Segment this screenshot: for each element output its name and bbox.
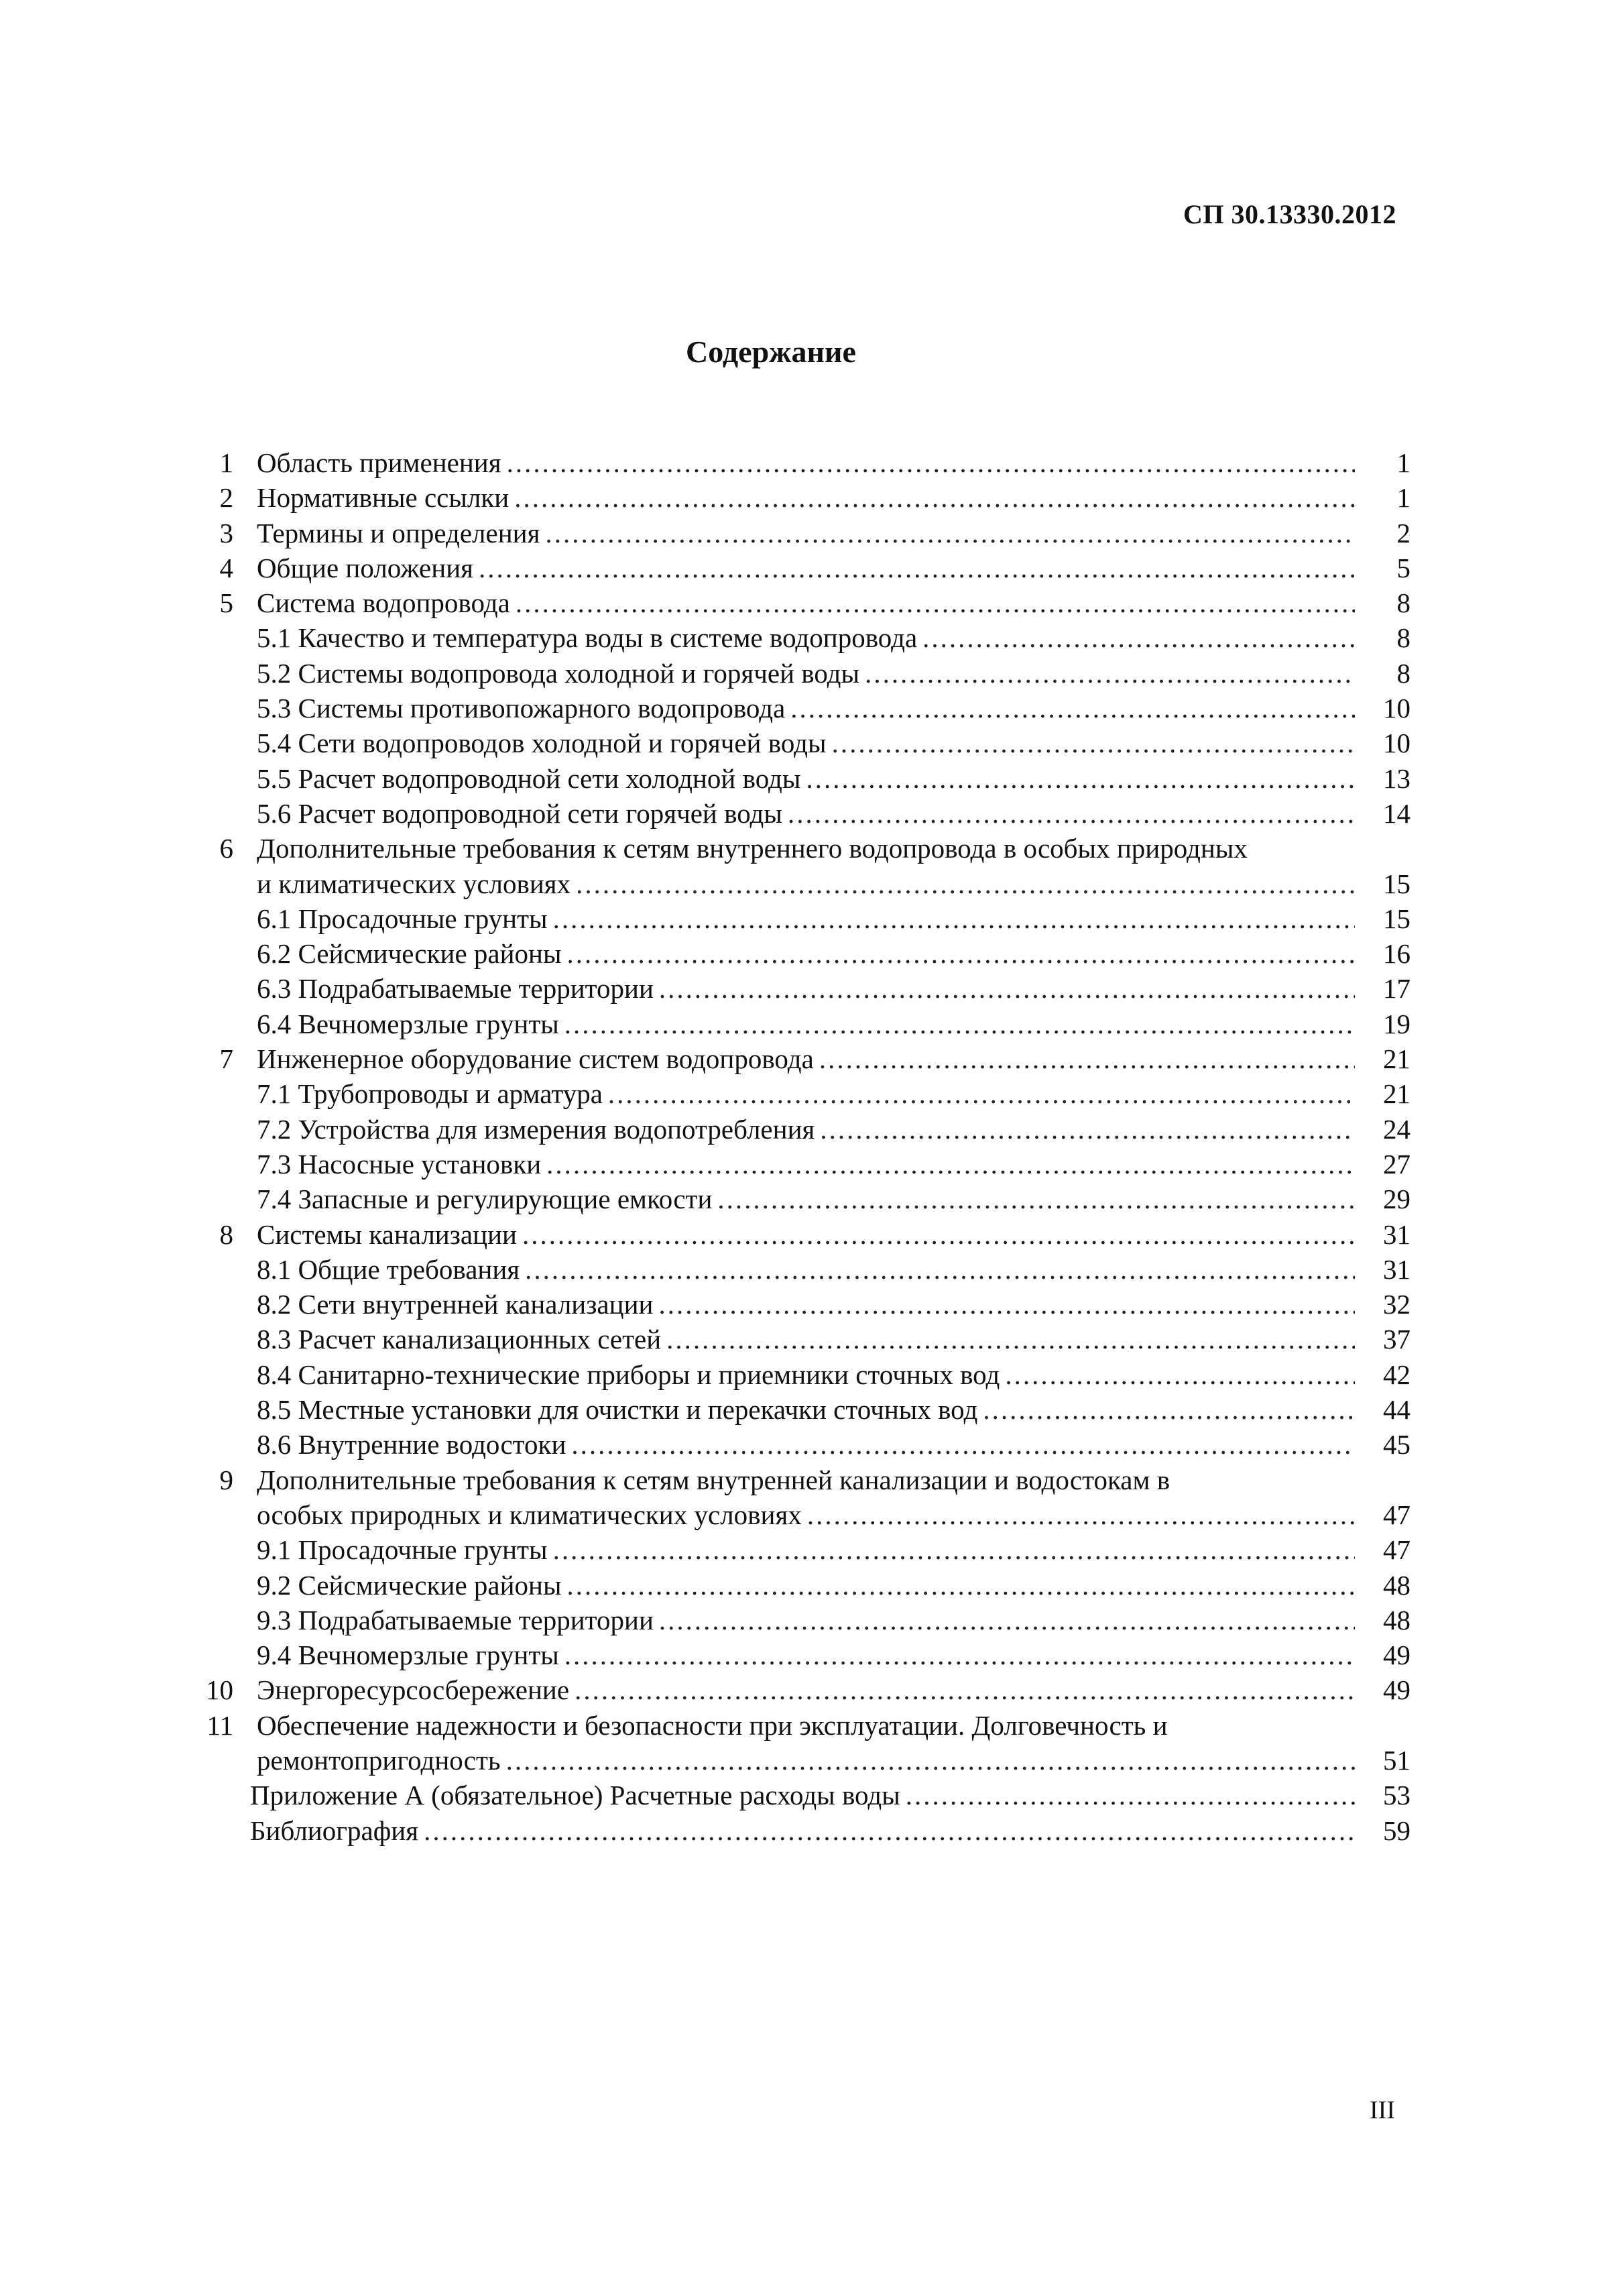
- toc-dot-leader: [564, 1638, 1355, 1672]
- toc-entry[interactable]: [0, 1392, 1623, 1427]
- toc-entry-page: 59: [1383, 1815, 1410, 1846]
- toc-entry-page: 49: [1383, 1674, 1410, 1706]
- toc-dot-leader: [516, 585, 1355, 620]
- toc-dot-leader: [906, 1778, 1355, 1813]
- toc-entry-number: 11: [206, 1709, 233, 1741]
- toc-entry-number: 1: [219, 447, 233, 478]
- toc-entry-title: 8.5 Местные установки для очистки и перекачки сточных вод: [257, 1394, 978, 1426]
- toc-entry[interactable]: [0, 761, 1623, 796]
- toc-entry-title-container: [257, 585, 1355, 620]
- toc-entry[interactable]: [0, 516, 1623, 551]
- toc-entry-title-container: [257, 1497, 1355, 1532]
- toc-entry[interactable]: [0, 551, 1623, 585]
- toc-entry-page: 48: [1383, 1569, 1410, 1601]
- toc-entry-title: 6.3 Подрабатываемые территории: [257, 973, 654, 1005]
- toc-entry-number: 3: [219, 517, 233, 549]
- toc-entry-title-container: [257, 726, 1355, 760]
- toc-dot-leader: [507, 445, 1355, 480]
- toc-entry-page: 19: [1383, 1008, 1410, 1039]
- toc-entry-title: и климатических условиях: [257, 868, 571, 899]
- toc-entry[interactable]: [0, 1007, 1623, 1041]
- toc-entry-title: 6.2 Сейсмические районы: [257, 938, 562, 970]
- toc-entry-page: 13: [1383, 762, 1410, 794]
- toc-dot-leader: [567, 936, 1355, 971]
- toc-dot-leader: [479, 551, 1355, 585]
- toc-dot-leader: [806, 761, 1355, 796]
- toc-entry-title-container: [257, 1076, 1355, 1111]
- toc-entry-page: 53: [1383, 1780, 1410, 1811]
- toc-entry[interactable]: [0, 1603, 1623, 1638]
- toc-entry-title: 9.4 Вечномерзлые грунты: [257, 1640, 559, 1671]
- toc-entry-title-container: [257, 936, 1355, 971]
- toc-entry[interactable]: [0, 480, 1623, 515]
- toc-entry[interactable]: [0, 1813, 1623, 1848]
- toc-entry[interactable]: [0, 1778, 1623, 1813]
- toc-entry-page: 8: [1396, 657, 1410, 689]
- toc-entry-page: 1: [1396, 447, 1410, 478]
- toc-entry-title-container: [257, 831, 1355, 866]
- toc-entry-page: 45: [1383, 1429, 1410, 1460]
- toc-entry-page: 31: [1383, 1253, 1410, 1285]
- toc-entry-title: Система водопровода: [257, 587, 510, 619]
- toc-entry-title: 6.1 Просадочные грунты: [257, 903, 548, 934]
- toc-entry-title-container: [257, 1041, 1355, 1076]
- toc-entry-title-container: [257, 656, 1355, 691]
- toc-entry[interactable]: [0, 1041, 1623, 1076]
- toc-dot-leader: [545, 516, 1355, 551]
- toc-dot-leader: [1005, 1357, 1355, 1392]
- toc-entry-title: 5.2 Системы водопровода холодной и горячей воды: [257, 657, 860, 689]
- toc-entry-title-container: [257, 1532, 1355, 1567]
- toc-entry-title: 8.4 Санитарно-технические приборы и приемники сточных вод: [257, 1359, 1000, 1390]
- toc-dot-leader: [576, 866, 1355, 901]
- toc-dot-leader: [820, 1112, 1355, 1147]
- toc-entry-title: 5.4 Сети водопроводов холодной и горячей воды: [257, 728, 827, 759]
- toc-entry[interactable]: [0, 1252, 1623, 1287]
- toc-entry-title-container: [257, 551, 1355, 585]
- toc-entry-title: Инженерное оборудование систем водопровода: [257, 1043, 814, 1075]
- toc-dot-leader: [567, 1568, 1355, 1603]
- toc-entry-title: 8.3 Расчет канализационных сетей: [257, 1324, 662, 1355]
- toc-entry-page: 44: [1383, 1394, 1410, 1426]
- toc-dot-leader: [659, 1603, 1355, 1638]
- toc-entry-title-container: [257, 971, 1355, 1006]
- toc-entry-page: 2: [1396, 517, 1410, 549]
- toc-entry[interactable]: [0, 1532, 1623, 1567]
- toc-entry-title: Дополнительные требования к сетям внутреннего водопровода в особых природных: [257, 833, 1248, 864]
- toc-dot-leader: [575, 1672, 1355, 1707]
- toc-entry-title-container: [257, 445, 1355, 480]
- toc-entry-title: Нормативные ссылки: [257, 482, 509, 514]
- toc-entry-title-container: [257, 866, 1355, 901]
- toc-entry-title: 5.5 Расчет водопроводной сети холодной воды: [257, 762, 801, 794]
- toc-title: Содержание: [686, 335, 856, 369]
- toc-entry-title: 9.3 Подрабатываемые территории: [257, 1604, 654, 1635]
- toc-entry-title: 8.2 Сети внутренней канализации: [257, 1289, 654, 1320]
- toc-entry-title: Приложение А (обязательное) Расчетные расходы воды: [250, 1780, 900, 1811]
- toc-entry-title: 7.2 Устройства для измерения водопотребления: [257, 1113, 815, 1145]
- toc-entry-title-container: [257, 691, 1355, 726]
- toc-entry-title-container: [257, 1252, 1355, 1287]
- toc-entry-title: 9.2 Сейсмические районы: [257, 1569, 562, 1601]
- toc-dot-leader: [608, 1076, 1355, 1111]
- toc-entry[interactable]: [0, 1743, 1623, 1778]
- toc-entry-title-container: [257, 516, 1355, 551]
- toc-entry-page: 21: [1383, 1043, 1410, 1075]
- toc-dot-leader: [553, 1532, 1355, 1567]
- toc-dot-leader: [865, 656, 1355, 691]
- toc-entry-title: Библиография: [250, 1815, 419, 1846]
- toc-dot-leader: [506, 1743, 1355, 1778]
- toc-entry-title-container: [250, 1778, 1355, 1813]
- toc-entry-title-container: [257, 1427, 1355, 1462]
- toc-entry-page: 15: [1383, 868, 1410, 899]
- toc-entry-page: 15: [1383, 903, 1410, 934]
- toc-entry-title-container: [257, 1322, 1355, 1357]
- toc-entry-title-container: [257, 761, 1355, 796]
- toc-entry-title-container: [257, 1112, 1355, 1147]
- toc-entry-page: 17: [1383, 973, 1410, 1005]
- toc-entry[interactable]: [0, 1497, 1623, 1532]
- toc-entry-title-container: [257, 901, 1355, 936]
- toc-entry-title: Общие положения: [257, 552, 473, 583]
- toc-entry[interactable]: [0, 656, 1623, 691]
- toc-entry-title: 7.3 Насосные установки: [257, 1148, 542, 1180]
- toc-entry-page: 42: [1383, 1359, 1410, 1390]
- toc-dot-leader: [807, 1497, 1355, 1532]
- toc-entry-title: 5.1 Качество и температура воды в системе водопровода: [257, 622, 918, 654]
- toc-entry-page: 37: [1383, 1324, 1410, 1355]
- toc-entry-number: 7: [219, 1043, 233, 1075]
- toc-entry-title-container: [257, 1743, 1355, 1778]
- toc-entry[interactable]: [0, 1182, 1623, 1216]
- toc-entry-page: 14: [1383, 797, 1410, 829]
- toc-dot-leader: [659, 971, 1355, 1006]
- toc-entry-title-container: [257, 1603, 1355, 1638]
- toc-entry-page: 8: [1396, 622, 1410, 654]
- toc-entry-title: 6.4 Вечномерзлые грунты: [257, 1008, 559, 1039]
- toc-dot-leader: [819, 1041, 1355, 1076]
- toc-entry[interactable]: [0, 1462, 1623, 1497]
- toc-entry[interactable]: [0, 1287, 1623, 1322]
- toc-entry[interactable]: [0, 1708, 1623, 1743]
- toc-entry[interactable]: [0, 691, 1623, 726]
- toc-entry[interactable]: [0, 1112, 1623, 1147]
- toc-entry[interactable]: [0, 831, 1623, 866]
- toc-entry-page: 21: [1383, 1078, 1410, 1110]
- toc-entry[interactable]: [0, 1638, 1623, 1672]
- toc-dot-leader: [790, 691, 1355, 726]
- toc-entry-number: 9: [219, 1464, 233, 1495]
- toc-entry-page: 8: [1396, 587, 1410, 619]
- toc-dot-leader: [553, 901, 1355, 936]
- toc-dot-leader: [525, 1252, 1355, 1287]
- toc-entry-page: 10: [1383, 728, 1410, 759]
- toc-entry-title-container: [257, 796, 1355, 831]
- toc-entry-title: 7.4 Запасные и регулирующие емкости: [257, 1184, 713, 1215]
- toc-entry-title: 8.6 Внутренние водостоки: [257, 1429, 566, 1460]
- toc-entry-title-container: [257, 1147, 1355, 1182]
- toc-entry-title: особых природных и климатических условиях: [257, 1499, 802, 1530]
- toc-entry-number: 6: [219, 833, 233, 864]
- toc-entry-title-container: [257, 1568, 1355, 1603]
- toc-entry-title-container: [257, 1672, 1355, 1707]
- toc-dot-leader: [564, 1007, 1355, 1041]
- toc-entry[interactable]: [0, 585, 1623, 620]
- toc-entry-page: 1: [1396, 482, 1410, 514]
- toc-entry-number: 5: [219, 587, 233, 619]
- toc-entry-number: 8: [219, 1218, 233, 1250]
- toc-entry-title-container: [257, 1357, 1355, 1392]
- toc-entry[interactable]: [0, 1427, 1623, 1462]
- toc-entry[interactable]: [0, 445, 1623, 480]
- toc-entry-page: 16: [1383, 938, 1410, 970]
- toc-dot-leader: [522, 1217, 1355, 1252]
- toc-entry-title: 5.3 Системы противопожарного водопровода: [257, 693, 786, 724]
- toc-entry-title: ремонтопригодность: [257, 1744, 501, 1776]
- toc-entry-page: 29: [1383, 1184, 1410, 1215]
- toc-entry-page: 32: [1383, 1289, 1410, 1320]
- toc-entry-title-container: [257, 1007, 1355, 1041]
- toc-dot-leader: [832, 726, 1355, 760]
- toc-entry[interactable]: [0, 1568, 1623, 1603]
- toc-entry[interactable]: [0, 901, 1623, 936]
- toc-entry-title-container: [257, 1392, 1355, 1427]
- toc-entry[interactable]: [0, 1357, 1623, 1392]
- toc-entry[interactable]: [0, 936, 1623, 971]
- toc-entry-title: Термины и определения: [257, 517, 540, 549]
- toc-entry-title: Энергоресурсосбережение: [257, 1674, 570, 1706]
- toc-entry-number: 4: [219, 552, 233, 583]
- toc-entry-page: 24: [1383, 1113, 1410, 1145]
- toc-entry[interactable]: [0, 726, 1623, 760]
- toc-entry-page: 10: [1383, 693, 1410, 724]
- toc-dot-leader: [546, 1147, 1355, 1182]
- toc-dot-leader: [922, 620, 1355, 655]
- toc-dot-leader: [571, 1427, 1355, 1462]
- toc-entry[interactable]: [0, 1672, 1623, 1707]
- toc-entry-page: 27: [1383, 1148, 1410, 1180]
- toc-entry[interactable]: [0, 1076, 1623, 1111]
- toc-entry-title-container: [250, 1813, 1355, 1848]
- document-code: СП 30.13330.2012: [1183, 199, 1396, 229]
- toc-dot-leader: [717, 1182, 1355, 1216]
- toc-entry[interactable]: [0, 620, 1623, 655]
- toc-entry-page: 48: [1383, 1604, 1410, 1635]
- toc-entry[interactable]: [0, 1217, 1623, 1252]
- toc-dot-leader: [424, 1813, 1355, 1848]
- toc-entry-title: 7.1 Трубопроводы и арматура: [257, 1078, 603, 1110]
- toc-dot-leader: [658, 1287, 1355, 1322]
- page-number: III: [1370, 2096, 1395, 2124]
- toc-entry-page: 49: [1383, 1640, 1410, 1671]
- table-of-contents: [0, 445, 1623, 1848]
- toc-entry[interactable]: [0, 796, 1623, 831]
- toc-entry-title: Область применения: [257, 447, 501, 478]
- toc-entry[interactable]: [0, 1147, 1623, 1182]
- toc-entry-number: 10: [206, 1674, 233, 1706]
- toc-dot-leader: [983, 1392, 1355, 1427]
- toc-entry[interactable]: [0, 971, 1623, 1006]
- toc-entry-number: 2: [219, 482, 233, 514]
- toc-entry-title-container: [257, 1708, 1355, 1743]
- toc-entry-title: 5.6 Расчет водопроводной сети горячей воды: [257, 797, 782, 829]
- toc-entry-title: 8.1 Общие требования: [257, 1253, 520, 1285]
- toc-entry-title-container: [257, 480, 1355, 515]
- toc-entry-page: 5: [1396, 552, 1410, 583]
- toc-entry-title: Системы канализации: [257, 1218, 517, 1250]
- toc-dot-leader: [666, 1322, 1355, 1357]
- toc-entry-title: 9.1 Просадочные грунты: [257, 1534, 548, 1566]
- toc-entry-title: Обеспечение надежности и безопасности при эксплуатации. Долговечность и: [257, 1709, 1168, 1741]
- toc-entry-title-container: [257, 1638, 1355, 1672]
- toc-entry-title-container: [257, 1287, 1355, 1322]
- toc-entry-title-container: [257, 1217, 1355, 1252]
- toc-entry-title-container: [257, 1182, 1355, 1216]
- toc-entry-title-container: [257, 1462, 1355, 1497]
- toc-entry-page: 47: [1383, 1534, 1410, 1566]
- toc-entry-title-container: [257, 620, 1355, 655]
- toc-entry-page: 47: [1383, 1499, 1410, 1530]
- toc-dot-leader: [788, 796, 1355, 831]
- toc-entry-page: 51: [1383, 1744, 1410, 1776]
- toc-entry[interactable]: [0, 1322, 1623, 1357]
- toc-entry-page: 31: [1383, 1218, 1410, 1250]
- toc-entry-title: Дополнительные требования к сетям внутренней канализации и водостокам в: [257, 1464, 1170, 1495]
- toc-dot-leader: [514, 480, 1355, 515]
- toc-entry[interactable]: [0, 866, 1623, 901]
